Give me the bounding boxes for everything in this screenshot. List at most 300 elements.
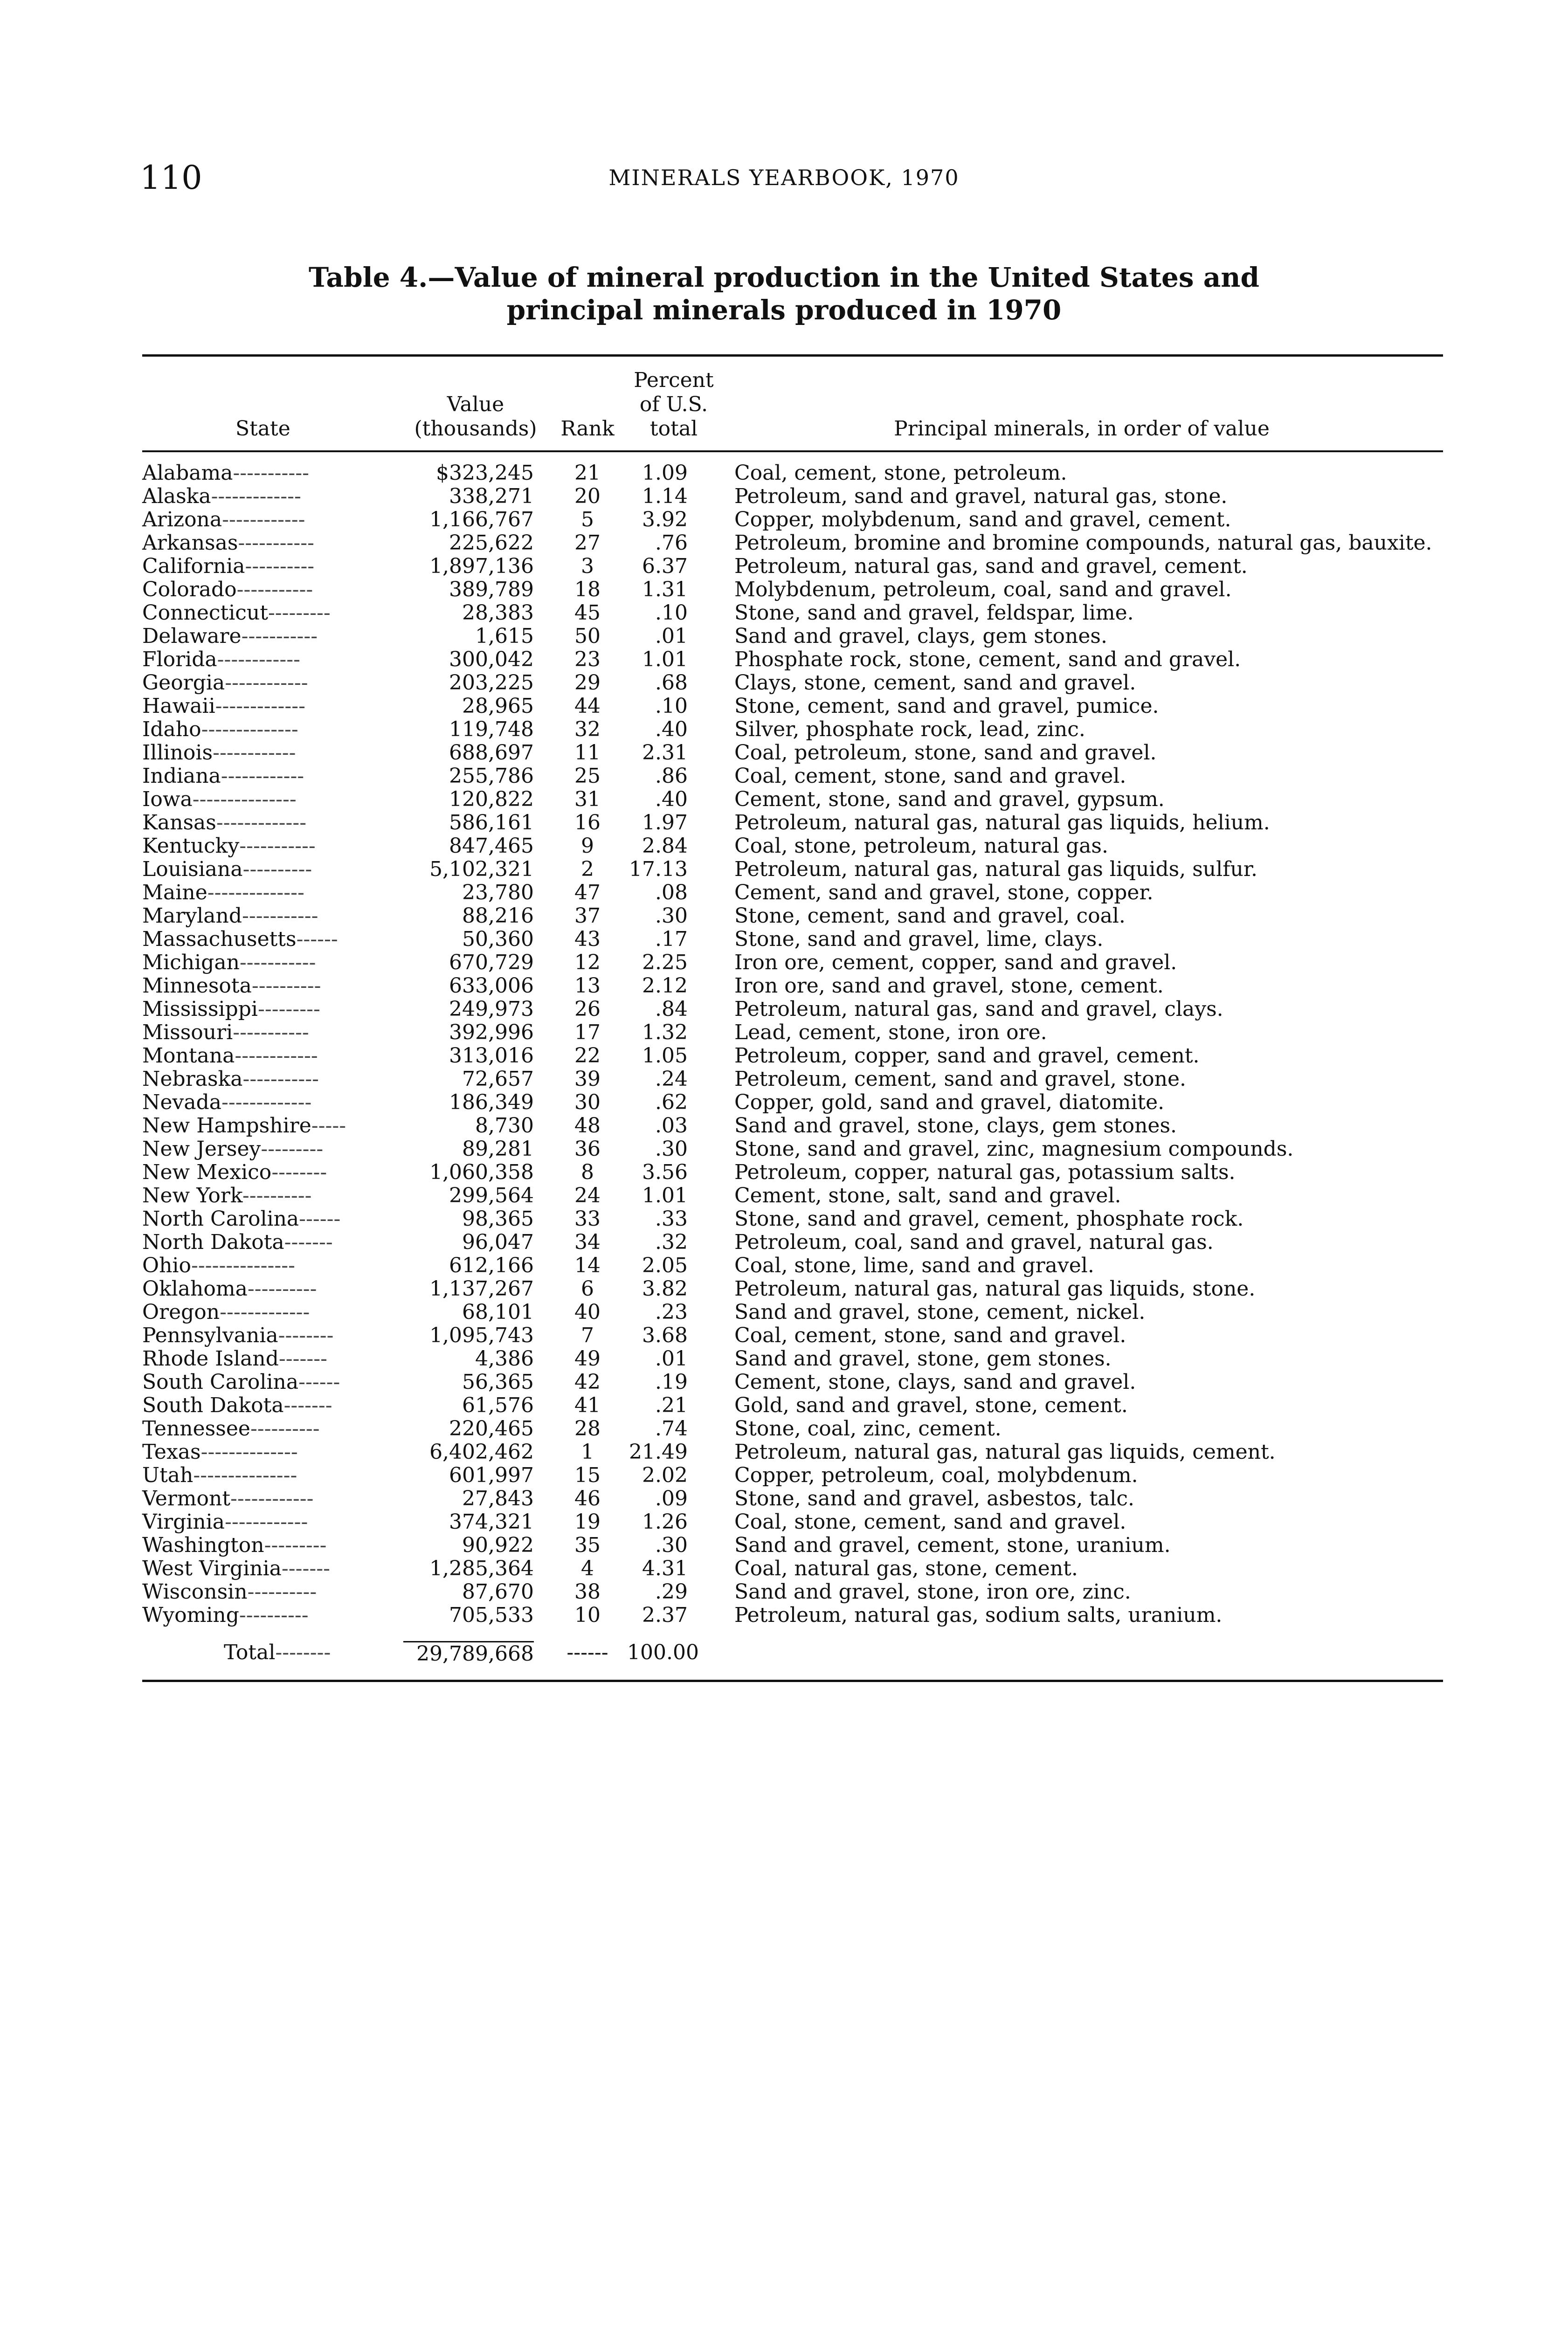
value-cell: 28,965	[462, 694, 534, 718]
table-row	[142, 1371, 1443, 1394]
state-cell	[142, 741, 403, 765]
table-row	[142, 1464, 1443, 1487]
leader-dots: ------------	[225, 671, 308, 695]
mineral-table-container	[142, 368, 1443, 1682]
minerals-cell: Petroleum, bromine and bromine compounds, natural gas, bauxite.	[734, 531, 1432, 555]
percent-cell: 2.12	[642, 974, 688, 998]
column-header-value	[403, 368, 548, 450]
state-cell	[142, 1114, 403, 1138]
value-cell: $323,245	[436, 461, 534, 485]
percent-cell: 4.31	[642, 1557, 688, 1580]
value-cell: 89,281	[462, 1137, 534, 1161]
rank-cell: 42	[574, 1370, 601, 1394]
percent-cell: .19	[655, 1370, 688, 1394]
minerals-cell: Copper, molybdenum, sand and gravel, cement.	[734, 508, 1231, 531]
rank-cell: 10	[574, 1603, 601, 1627]
table-row	[142, 928, 1443, 951]
state-cell	[142, 1371, 403, 1394]
value-cell: 225,622	[449, 531, 534, 555]
percent-cell: 1.05	[642, 1044, 688, 1068]
rank-cell: 30	[574, 1090, 601, 1114]
leader-dots: ------------	[221, 764, 304, 788]
state-cell	[142, 508, 403, 531]
state-name: Tennessee	[142, 1417, 250, 1441]
state-cell	[142, 928, 403, 951]
leader-dots: -------------	[221, 1090, 312, 1114]
table-row	[142, 1487, 1443, 1510]
state-name: South Carolina	[142, 1370, 299, 1394]
minerals-cell: Stone, sand and gravel, feldspar, lime.	[734, 601, 1134, 625]
table-row	[142, 1580, 1443, 1604]
state-cell	[142, 1417, 403, 1441]
state-cell	[142, 1231, 403, 1254]
value-cell: 4,386	[475, 1347, 534, 1371]
rank-cell: 5	[581, 508, 594, 531]
table-row	[142, 531, 1443, 555]
value-cell: 61,576	[462, 1393, 534, 1417]
column-header-value-line-1: Value	[447, 393, 504, 416]
rank-cell: 4	[581, 1557, 594, 1580]
state-name: South Dakota	[142, 1393, 284, 1417]
column-header-value-line-2: (thousands)	[414, 417, 537, 441]
rank-cell: 12	[574, 951, 601, 974]
state-name: Kansas	[142, 811, 216, 834]
minerals-cell: Cement, stone, clays, sand and gravel.	[734, 1370, 1136, 1394]
table-title-line-1: Table 4.—Value of mineral production in the United States and	[308, 262, 1260, 293]
table-row	[142, 695, 1443, 718]
state-name: Montana	[142, 1044, 235, 1068]
table-row	[142, 1044, 1443, 1068]
percent-cell: .40	[655, 787, 688, 811]
percent-cell: .86	[655, 764, 688, 788]
minerals-cell: Coal, stone, petroleum, natural gas.	[734, 834, 1108, 858]
state-name: North Dakota	[142, 1230, 284, 1254]
state-cell	[142, 1394, 403, 1417]
table-row	[142, 648, 1443, 671]
rank-cell: 33	[574, 1207, 601, 1231]
percent-cell: .76	[655, 531, 688, 555]
value-cell: 1,897,136	[429, 554, 534, 578]
value-cell: 847,465	[449, 834, 534, 858]
rank-cell: 45	[574, 601, 601, 625]
state-cell	[142, 1091, 403, 1114]
minerals-cell: Clays, stone, cement, sand and gravel.	[734, 671, 1136, 695]
state-cell	[142, 834, 403, 858]
rank-cell: 31	[574, 787, 601, 811]
state-name: Minnesota	[142, 974, 252, 998]
table-title-line-2: principal minerals produced in 1970	[506, 294, 1062, 326]
leader-dots: --------	[275, 1641, 331, 1664]
rank-cell: 20	[574, 484, 601, 508]
leader-dots: ---------------	[192, 787, 297, 811]
state-cell	[142, 1580, 403, 1604]
state-name: Georgia	[142, 671, 225, 695]
leader-dots: ----------	[247, 1580, 317, 1604]
minerals-cell: Coal, cement, stone, petroleum.	[734, 461, 1067, 485]
leader-dots: --------	[278, 1324, 334, 1347]
rank-cell: 26	[574, 997, 601, 1021]
state-cell	[142, 1464, 403, 1487]
percent-cell: .09	[655, 1487, 688, 1510]
state-name: Alaska	[142, 484, 211, 508]
state-cell	[142, 1254, 403, 1277]
table-row	[142, 508, 1443, 531]
leader-dots: ------	[299, 1207, 341, 1231]
state-name: Wyoming	[142, 1603, 239, 1627]
rank-cell: 8	[581, 1160, 594, 1184]
value-cell: 50,360	[462, 927, 534, 951]
state-name: Mississippi	[142, 997, 258, 1021]
percent-cell: 1.97	[642, 811, 688, 834]
table-row	[142, 1394, 1443, 1417]
rank-cell: 44	[574, 694, 601, 718]
value-cell: 389,789	[449, 578, 534, 601]
leader-dots: -----------	[239, 834, 316, 858]
leader-dots: -------------	[216, 811, 307, 834]
percent-cell: .08	[655, 881, 688, 904]
rank-cell: 38	[574, 1580, 601, 1604]
value-cell: 1,060,358	[429, 1160, 534, 1184]
value-cell: 27,843	[462, 1487, 534, 1510]
minerals-cell: Stone, cement, sand and gravel, coal.	[734, 904, 1126, 928]
table-row	[142, 555, 1443, 578]
state-name: Florida	[142, 648, 217, 671]
table-row	[142, 1557, 1443, 1580]
state-cell	[142, 904, 403, 928]
value-cell: 249,973	[449, 997, 534, 1021]
minerals-cell: Coal, stone, lime, sand and gravel.	[734, 1254, 1094, 1277]
minerals-cell: Petroleum, natural gas, sodium salts, uranium.	[734, 1603, 1223, 1627]
value-cell: 1,285,364	[429, 1557, 534, 1580]
minerals-cell: Silver, phosphate rock, lead, zinc.	[734, 717, 1085, 741]
value-cell: 586,161	[449, 811, 534, 834]
minerals-cell: Sand and gravel, clays, gem stones.	[734, 624, 1107, 648]
state-cell	[142, 671, 403, 695]
minerals-cell: Sand and gravel, cement, stone, uranium.	[734, 1533, 1171, 1557]
leader-dots: -----------	[241, 624, 318, 648]
value-cell: 5,102,321	[429, 857, 534, 881]
rank-cell: 37	[574, 904, 601, 928]
running-head: MINERALS YEARBOOK, 1970	[608, 165, 960, 190]
leader-dots: ------------	[222, 508, 305, 531]
state-name: Maine	[142, 881, 207, 904]
value-cell: 633,006	[449, 974, 534, 998]
percent-cell: .23	[655, 1300, 688, 1324]
state-name: Oregon	[142, 1300, 220, 1324]
percent-cell: 6.37	[642, 554, 688, 578]
state-cell	[142, 452, 403, 485]
table-row	[142, 1534, 1443, 1557]
table-row	[142, 1604, 1443, 1627]
value-cell: 374,321	[449, 1510, 534, 1534]
table-row	[142, 858, 1443, 881]
percent-cell: .01	[655, 1347, 688, 1371]
total-rank: ------	[566, 1641, 608, 1664]
minerals-cell: Cement, stone, sand and gravel, gypsum.	[734, 787, 1165, 811]
page-number: 110	[140, 159, 202, 197]
leader-dots: -----------	[242, 1067, 319, 1091]
rank-cell: 15	[574, 1463, 601, 1487]
table-row	[142, 765, 1443, 788]
rank-cell: 28	[574, 1417, 601, 1441]
leader-dots: ----------	[247, 1277, 317, 1301]
rank-cell: 47	[574, 881, 601, 904]
state-cell	[142, 1487, 403, 1510]
table-row	[142, 601, 1443, 625]
state-cell	[142, 1604, 403, 1627]
rank-cell: 49	[574, 1347, 601, 1371]
percent-cell: 1.26	[642, 1510, 688, 1534]
rank-cell: 34	[574, 1230, 601, 1254]
rank-cell: 29	[574, 671, 601, 695]
rank-cell: 24	[574, 1184, 601, 1207]
percent-cell: .10	[655, 694, 688, 718]
state-name: Ohio	[142, 1254, 191, 1277]
column-header-percent-line-3: total	[649, 417, 698, 441]
leader-dots: ---------	[261, 1137, 324, 1161]
percent-cell: 2.02	[642, 1463, 688, 1487]
state-name: New York	[142, 1184, 242, 1207]
rank-cell: 39	[574, 1067, 601, 1091]
leader-dots: -----------	[239, 951, 316, 974]
table-row	[142, 974, 1443, 998]
percent-cell: 17.13	[629, 857, 688, 881]
minerals-cell: Copper, petroleum, coal, molybdenum.	[734, 1463, 1138, 1487]
state-cell	[142, 881, 403, 904]
state-name: Wisconsin	[142, 1580, 248, 1604]
percent-cell: 1.14	[642, 484, 688, 508]
state-cell	[142, 1347, 403, 1371]
state-name: Colorado	[142, 578, 237, 601]
table-row	[142, 1021, 1443, 1044]
leader-dots: ------------	[230, 1487, 314, 1510]
leader-dots: -------------	[211, 484, 301, 508]
percent-cell: .01	[655, 624, 688, 648]
leader-dots: ------------	[213, 741, 296, 765]
column-header-percent-line-1: Percent	[634, 368, 714, 392]
value-cell: 23,780	[462, 881, 534, 904]
state-name: Texas	[142, 1440, 201, 1464]
state-cell	[142, 531, 403, 555]
percent-cell: 2.05	[642, 1254, 688, 1277]
value-cell: 186,349	[449, 1090, 534, 1114]
leader-dots: --------	[271, 1160, 327, 1184]
rank-cell: 23	[574, 648, 601, 671]
leader-dots: ---------------	[193, 1463, 297, 1487]
state-name: Hawaii	[142, 694, 215, 718]
minerals-cell: Petroleum, natural gas, natural gas liquids, cement.	[734, 1440, 1276, 1464]
state-cell	[142, 718, 403, 741]
leader-dots: -----------	[242, 904, 318, 928]
rank-cell: 35	[574, 1533, 601, 1557]
column-header-minerals: Principal minerals, in order of value	[894, 417, 1270, 441]
state-name: Pennsylvania	[142, 1324, 278, 1347]
rank-cell: 50	[574, 624, 601, 648]
leader-dots: -------------	[220, 1300, 310, 1324]
state-name: Indiana	[142, 764, 221, 788]
state-cell	[142, 1510, 403, 1534]
percent-cell: .03	[655, 1114, 688, 1138]
table-row	[142, 1091, 1443, 1114]
leader-dots: ----------	[242, 857, 312, 881]
value-cell: 313,016	[449, 1044, 534, 1068]
state-name: Utah	[142, 1463, 193, 1487]
minerals-cell: Copper, gold, sand and gravel, diatomite.	[734, 1090, 1165, 1114]
state-cell	[142, 648, 403, 671]
rank-cell: 9	[581, 834, 594, 858]
leader-dots: ------	[296, 927, 338, 951]
state-cell	[142, 1044, 403, 1068]
percent-cell: .40	[655, 717, 688, 741]
table-row	[142, 1510, 1443, 1534]
value-cell: 338,271	[449, 484, 534, 508]
state-cell	[142, 1184, 403, 1207]
value-cell: 6,402,462	[429, 1440, 534, 1464]
leader-dots: --------------	[200, 1440, 298, 1464]
state-cell	[142, 695, 403, 718]
rank-cell: 11	[574, 741, 601, 765]
percent-cell: 1.01	[642, 1184, 688, 1207]
leader-dots: ----------	[250, 1417, 320, 1441]
minerals-cell: Petroleum, natural gas, sand and gravel, cement.	[734, 554, 1248, 578]
percent-cell: 1.31	[642, 578, 688, 601]
leader-dots: ------------	[235, 1044, 318, 1068]
minerals-cell: Petroleum, natural gas, natural gas liquids, sulfur.	[734, 857, 1257, 881]
state-cell	[142, 555, 403, 578]
percent-cell: 21.49	[629, 1440, 688, 1464]
total-label-cell	[142, 1627, 403, 1666]
state-name: Vermont	[142, 1487, 231, 1510]
rank-cell: 36	[574, 1137, 601, 1161]
percent-cell: 3.82	[642, 1277, 688, 1301]
value-cell: 601,997	[449, 1463, 534, 1487]
minerals-cell: Petroleum, natural gas, sand and gravel, clays.	[734, 997, 1223, 1021]
table-row	[142, 1068, 1443, 1091]
state-cell	[142, 485, 403, 508]
minerals-cell: Stone, sand and gravel, cement, phosphate rock.	[734, 1207, 1244, 1231]
percent-cell: .68	[655, 671, 688, 695]
rank-cell: 43	[574, 927, 601, 951]
total-label: Total	[224, 1641, 276, 1664]
rank-cell: 6	[581, 1277, 594, 1301]
rank-cell: 18	[574, 578, 601, 601]
minerals-cell: Stone, sand and gravel, lime, clays.	[734, 927, 1104, 951]
state-cell	[142, 1138, 403, 1161]
minerals-cell: Molybdenum, petroleum, coal, sand and gravel.	[734, 578, 1232, 601]
state-cell	[142, 974, 403, 998]
percent-cell: 3.56	[642, 1160, 688, 1184]
minerals-cell: Coal, cement, stone, sand and gravel.	[734, 764, 1126, 788]
rank-cell: 13	[574, 974, 601, 998]
value-cell: 220,465	[449, 1417, 534, 1441]
minerals-cell: Sand and gravel, stone, iron ore, zinc.	[734, 1580, 1131, 1604]
state-cell	[142, 788, 403, 811]
value-cell: 72,657	[462, 1067, 534, 1091]
value-cell: 255,786	[449, 764, 534, 788]
minerals-cell: Sand and gravel, stone, clays, gem stones.	[734, 1114, 1177, 1138]
percent-cell: 2.25	[642, 951, 688, 974]
leader-dots: -------	[278, 1347, 327, 1371]
percent-cell: .33	[655, 1207, 688, 1231]
table-row	[142, 741, 1443, 765]
table-row	[142, 1324, 1443, 1347]
value-cell: 119,748	[449, 717, 534, 741]
bottom-rule-row	[142, 1666, 1443, 1682]
minerals-cell: Petroleum, copper, natural gas, potassium salts.	[734, 1160, 1236, 1184]
total-minerals-empty	[720, 1627, 1443, 1666]
leader-dots: ----------	[251, 974, 321, 998]
leader-dots: -------	[283, 1393, 332, 1417]
rank-cell: 3	[581, 554, 594, 578]
table-row	[142, 625, 1443, 648]
state-cell	[142, 951, 403, 974]
value-cell: 392,996	[449, 1021, 534, 1044]
table-row	[142, 1207, 1443, 1231]
table-row	[142, 1254, 1443, 1277]
state-name: Kentucky	[142, 834, 240, 858]
state-cell	[142, 1161, 403, 1184]
total-row	[142, 1627, 1443, 1666]
percent-cell: .30	[655, 1533, 688, 1557]
value-cell: 88,216	[462, 904, 534, 928]
percent-cell: .17	[655, 927, 688, 951]
state-name: California	[142, 554, 245, 578]
value-cell: 705,533	[449, 1603, 534, 1627]
percent-cell: 1.09	[642, 461, 688, 485]
minerals-cell: Petroleum, natural gas, natural gas liquids, stone.	[734, 1277, 1256, 1301]
leader-dots: ---------	[268, 601, 331, 625]
value-cell: 299,564	[449, 1184, 534, 1207]
minerals-cell: Coal, natural gas, stone, cement.	[734, 1557, 1078, 1580]
state-name: Connecticut	[142, 601, 268, 625]
leader-dots: -----------	[238, 531, 314, 555]
minerals-cell: Sand and gravel, stone, gem stones.	[734, 1347, 1112, 1371]
state-name: Rhode Island	[142, 1347, 279, 1371]
leader-dots: ------	[298, 1370, 340, 1394]
state-name: Arizona	[142, 508, 222, 531]
state-cell	[142, 998, 403, 1021]
percent-cell: 3.92	[642, 508, 688, 531]
rank-cell: 2	[581, 857, 594, 881]
minerals-cell: Petroleum, copper, sand and gravel, cement.	[734, 1044, 1200, 1068]
table-row	[142, 904, 1443, 928]
minerals-cell: Lead, cement, stone, iron ore.	[734, 1021, 1047, 1044]
state-name: New Jersey	[142, 1137, 261, 1161]
value-cell: 1,166,767	[429, 508, 534, 531]
minerals-cell: Petroleum, coal, sand and gravel, natural gas.	[734, 1230, 1214, 1254]
table-row	[142, 811, 1443, 834]
minerals-cell: Iron ore, sand and gravel, stone, cement.	[734, 974, 1164, 998]
rank-cell: 7	[581, 1324, 594, 1347]
leader-dots: ------------	[225, 1510, 308, 1534]
percent-cell: .10	[655, 601, 688, 625]
percent-cell: .24	[655, 1067, 688, 1091]
rank-cell: 32	[574, 717, 601, 741]
minerals-cell: Gold, sand and gravel, stone, cement.	[734, 1393, 1128, 1417]
rank-cell: 41	[574, 1393, 601, 1417]
value-cell: 670,729	[449, 951, 534, 974]
leader-dots: -----------	[233, 461, 309, 485]
state-cell	[142, 625, 403, 648]
state-name: Maryland	[142, 904, 242, 928]
state-name: Arkansas	[142, 531, 238, 555]
minerals-cell: Cement, stone, salt, sand and gravel.	[734, 1184, 1121, 1207]
leader-dots: ----------	[242, 1184, 312, 1207]
table-row	[142, 881, 1443, 904]
leader-dots: ----------	[239, 1603, 309, 1627]
value-cell: 96,047	[462, 1230, 534, 1254]
leader-dots: -------------	[215, 694, 305, 718]
